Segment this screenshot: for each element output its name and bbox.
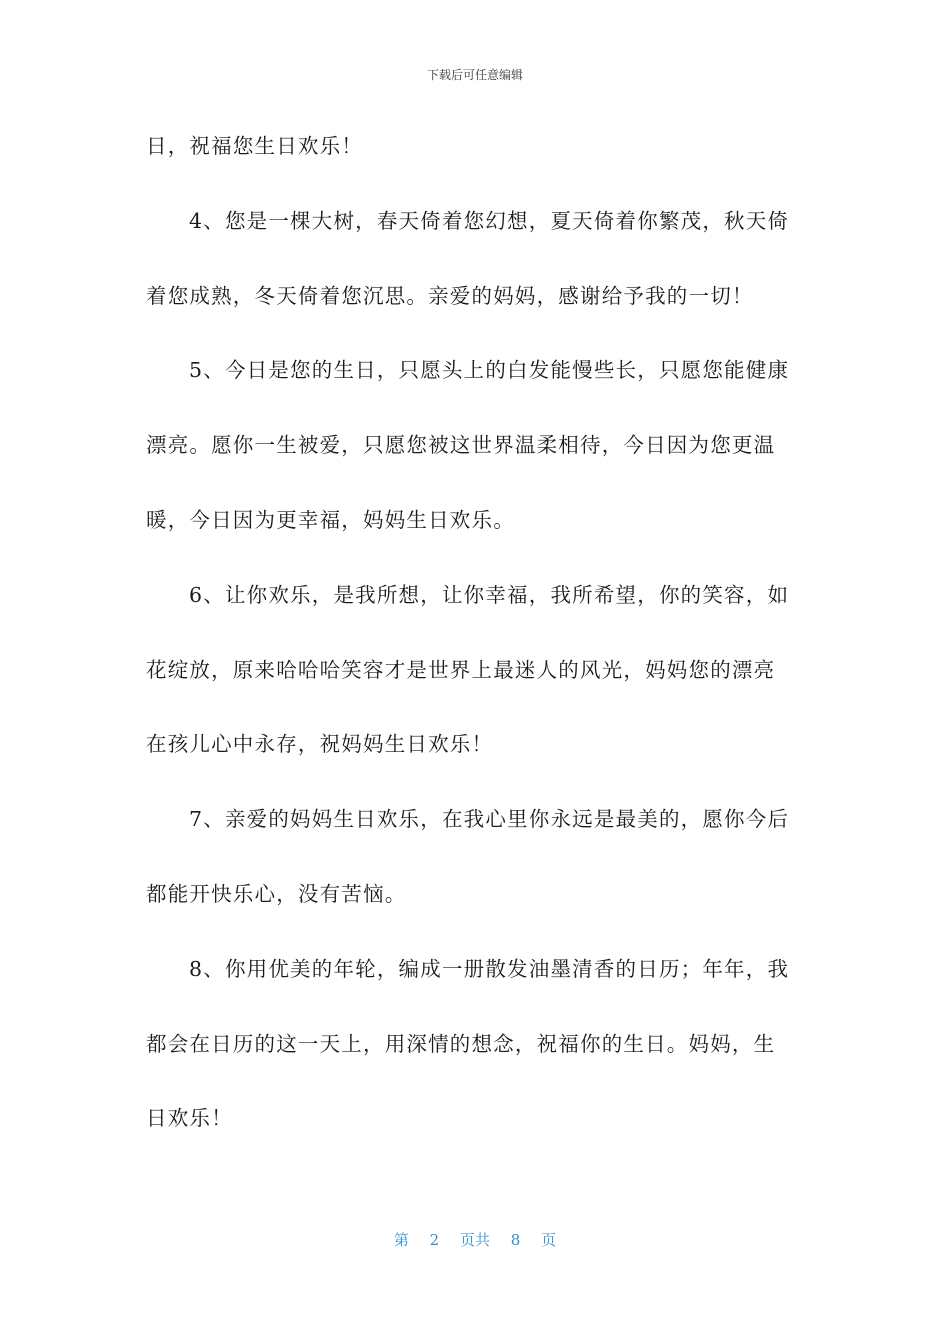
text-line-4: 5、今日是您的生日，只愿头上的白发能慢些长，只愿您能健康 <box>189 358 790 383</box>
text-line-1: 日，祝福您生日欢乐！ <box>146 134 363 158</box>
footer-page-number: 2 <box>429 1231 440 1249</box>
text-line-13: 都会在日历的这一天上，用深情的想念，祝福你的生日。妈妈，生 <box>146 1031 776 1056</box>
text-line-14: 日欢乐！ <box>146 1106 233 1131</box>
footer-middle: 页共 <box>459 1231 490 1249</box>
page-footer <box>0 1230 950 1250</box>
footer-prefix: 第 <box>393 1231 409 1249</box>
text-line-9: 在孩儿心中永存，祝妈妈生日欢乐！ <box>146 732 494 757</box>
footer-suffix: 页 <box>541 1231 557 1249</box>
text-line-12: 8、你用优美的年轮，编成一册散发油墨清香的日历；年年，我 <box>189 956 790 981</box>
text-line-7: 6、让你欢乐，是我所想，让你幸福，我所希望，你的笑容，如 <box>189 582 790 607</box>
text-line-3: 着您成熟，冬天倚着您沉思。亲爱的妈妈，感谢给予我的一切！ <box>146 283 754 308</box>
text-line-11: 都能开快乐心，没有苦恼。 <box>146 881 407 906</box>
page-header: 下载后可任意编辑 <box>426 68 523 82</box>
text-line-6: 暖，今日因为更幸福，妈妈生日欢乐。 <box>146 507 515 532</box>
document-body <box>146 127 806 1174</box>
text-line-10: 7、亲爱的妈妈生日欢乐，在我心里你永远是最美的，愿你今后 <box>189 807 790 832</box>
text-line-5: 漂亮。愿你一生被爱，只愿您被这世界温柔相待，今日因为您更温 <box>146 433 776 458</box>
text-line-8: 花绽放，原来哈哈哈笑容才是世界上最迷人的风光，妈妈您的漂亮 <box>146 657 776 682</box>
footer-total-pages: 8 <box>510 1231 521 1249</box>
text-line-2: 4、您是一棵大树，春天倚着您幻想，夏天倚着你繁茂，秋天倚 <box>189 208 790 233</box>
